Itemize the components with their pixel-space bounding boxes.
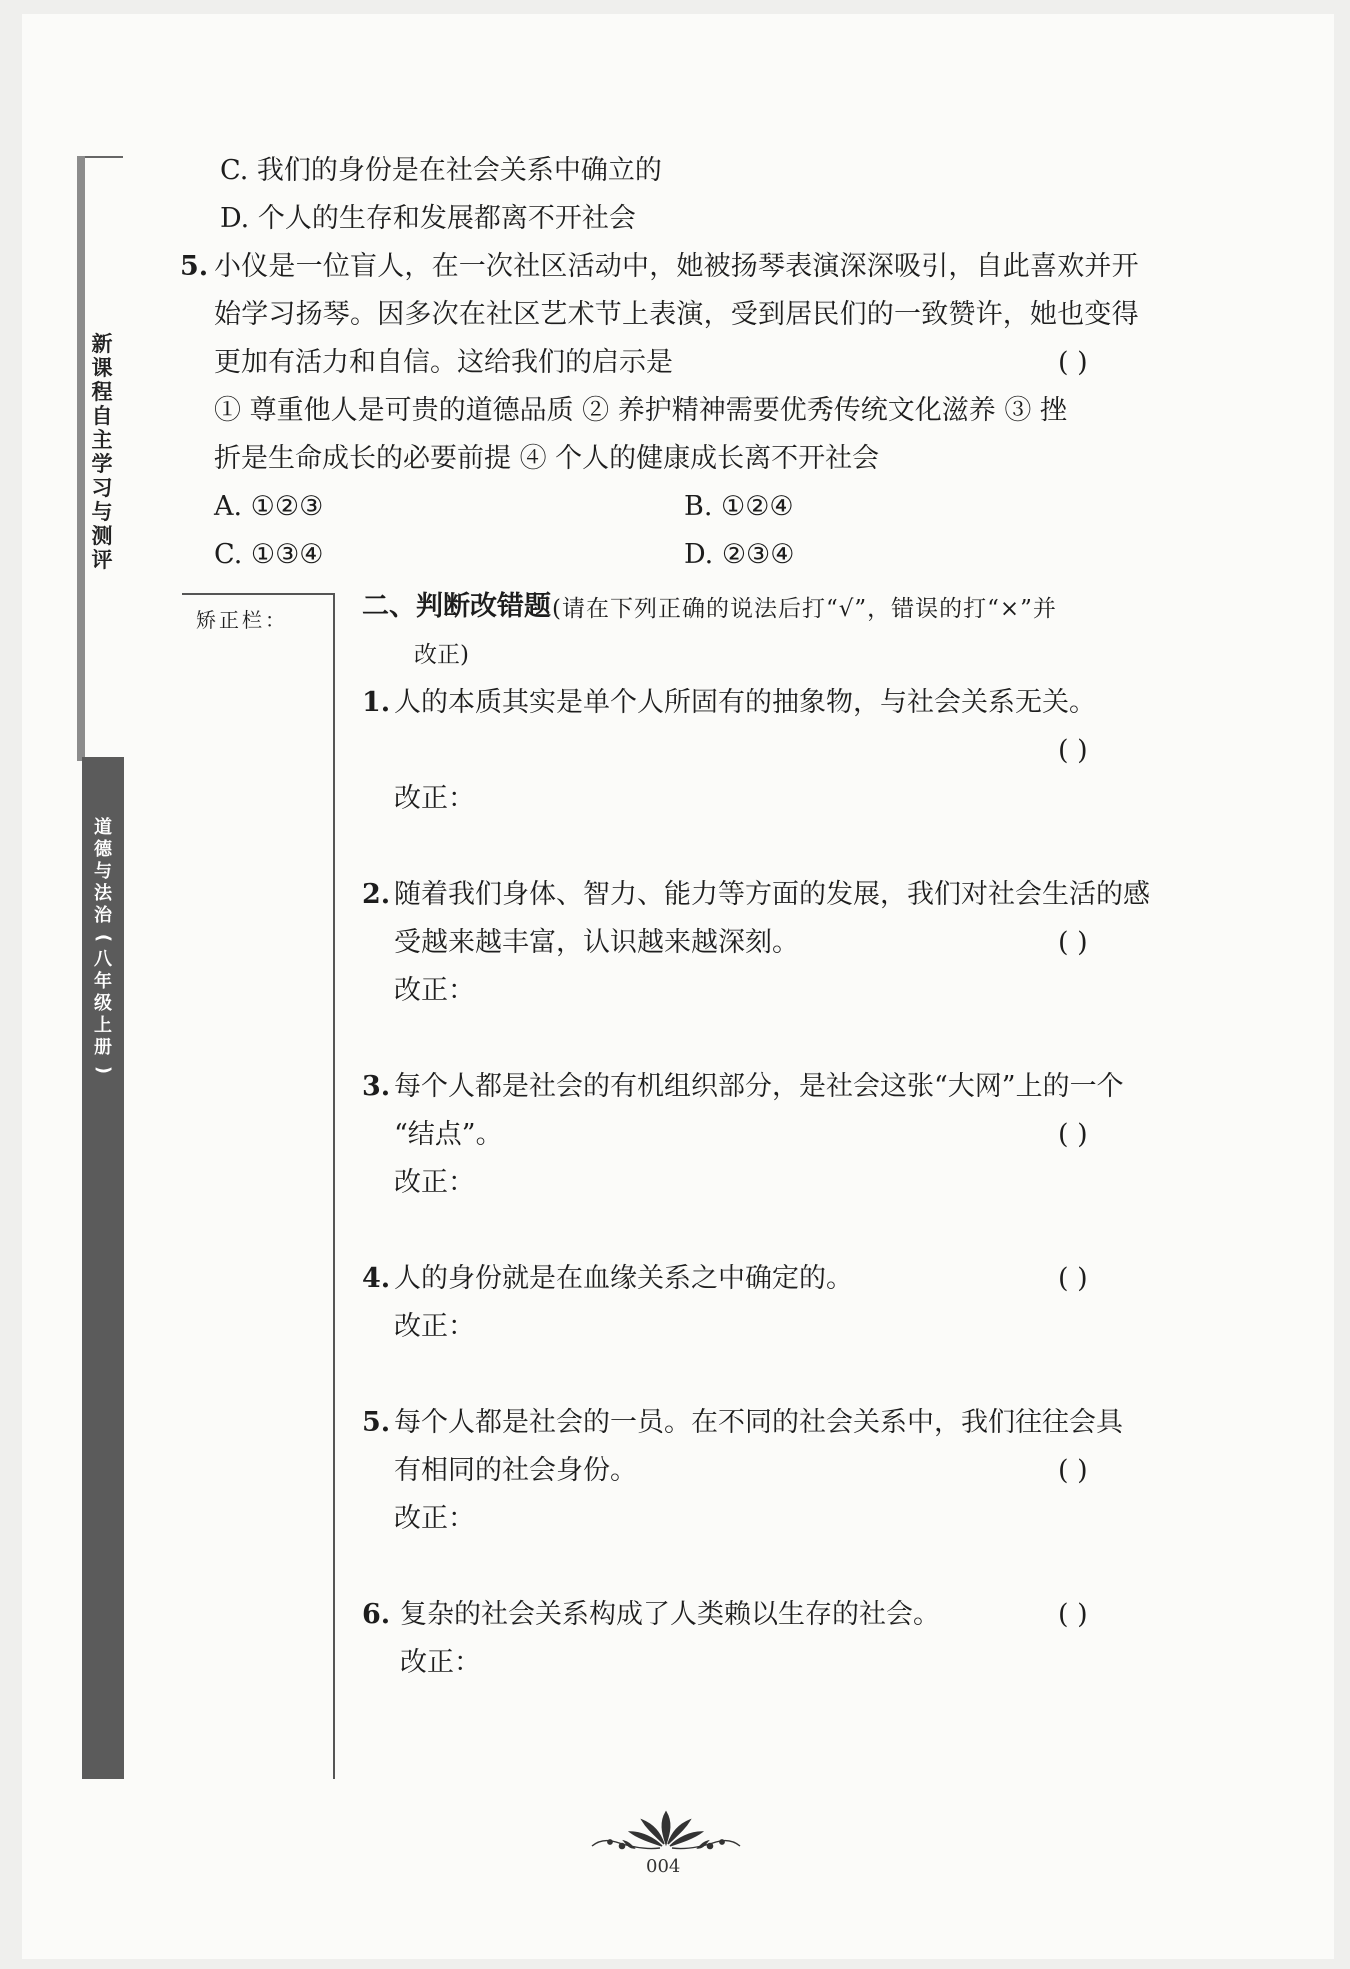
item1-text: 人的本质其实是单个人所固有的抽象物，与社会关系无关。 <box>394 687 1096 718</box>
item6-correction-label[interactable]: 改正： <box>400 1647 481 1678</box>
item6-text: 复杂的社会关系构成了人类赖以生存的社会。 <box>400 1599 940 1630</box>
item5-answer-paren[interactable]: ( ) <box>1058 1455 1088 1486</box>
item6-answer-paren[interactable]: ( ) <box>1058 1599 1088 1630</box>
subject-tab <box>82 757 124 1779</box>
subject-tab-label <box>82 817 124 1081</box>
tab-glyph: 级 <box>94 993 112 1014</box>
section2-instruction-line2: 改正) <box>414 642 469 668</box>
q5-option-d[interactable]: D. ②③④ <box>684 539 795 570</box>
q5-option-a[interactable]: A. ①②③ <box>214 491 324 522</box>
item3-text-line2: “结点”。 <box>394 1119 503 1150</box>
prev-option-c: C. 我们的身份是在社会关系中确立的 <box>220 155 662 186</box>
q5-statements-line1: ① 尊重他人是可贵的道德品质 ② 养护精神需要优秀传统文化滋养 ③ 挫 <box>214 395 1067 426</box>
tab-glyph: 课 <box>91 356 113 380</box>
item2-correction-label[interactable]: 改正： <box>394 975 475 1006</box>
tab-glyph: 道 <box>94 817 112 838</box>
item3-answer-paren[interactable]: ( ) <box>1058 1119 1088 1150</box>
q5-stem-line3: 更加有活力和自信。这给我们的启示是 <box>214 347 673 378</box>
item5-correction-label[interactable]: 改正： <box>394 1503 475 1534</box>
q5-option-b[interactable]: B. ①②④ <box>684 491 794 522</box>
tab-glyph: 主 <box>91 428 113 452</box>
tab-glyph: 治 <box>94 905 112 926</box>
section2-title: 二、判断改错题 <box>362 591 551 622</box>
tab-glyph: 自 <box>91 404 113 428</box>
tab-glyph: 德 <box>94 839 112 860</box>
item3-text-line1: 每个人都是社会的有机组织部分，是社会这张“大网”上的一个 <box>394 1071 1124 1102</box>
q5-stem-line2: 始学习扬琴。因多次在社区艺术节上表演，受到居民们的一致赞许，她也变得 <box>214 299 1139 330</box>
q5-statements-line2: 折是生命成长的必要前提 ④ 个人的健康成长离不开社会 <box>214 443 880 474</box>
tab-glyph: 与 <box>94 861 112 882</box>
item2-number: 2. <box>362 879 391 910</box>
tab-glyph: 上 <box>94 1015 112 1036</box>
prev-option-d: D. 个人的生存和发展都离不开社会 <box>220 203 636 234</box>
tab-vertical-rule <box>77 156 85 761</box>
section2-instruction-line1: (请在下列正确的说法后打“√”，错误的打“×”并 <box>552 596 1057 622</box>
item4-correction-label[interactable]: 改正： <box>394 1311 475 1342</box>
correction-column-divider <box>333 593 335 1779</box>
item5-number: 5. <box>362 1407 391 1438</box>
item3-number: 3. <box>362 1071 391 1102</box>
floral-ornament-icon <box>586 1808 746 1854</box>
tab-glyph: 习 <box>91 476 113 500</box>
q5-number: 5. <box>180 251 209 282</box>
page-number: 004 <box>646 1856 681 1877</box>
item2-answer-paren[interactable]: ( ) <box>1058 927 1088 958</box>
item1-number: 1. <box>362 687 391 718</box>
item1-answer-paren[interactable]: ( ) <box>1058 735 1088 766</box>
tab-glyph: 册 <box>94 1037 112 1058</box>
tab-glyph: 程 <box>91 380 113 404</box>
item4-number: 4. <box>362 1263 391 1294</box>
item5-text-line2: 有相同的社会身份。 <box>394 1455 637 1486</box>
tab-glyph: 年 <box>94 971 112 992</box>
item2-text-line1: 随着我们身体、智力、能力等方面的发展，我们对社会生活的感 <box>394 879 1150 910</box>
tab-glyph: 八 <box>94 949 112 970</box>
tab-glyph: ( <box>93 933 114 943</box>
item4-text: 人的身份就是在血缘关系之中确定的。 <box>394 1263 853 1294</box>
tab-glyph: ) <box>93 1065 114 1075</box>
tab-glyph: 与 <box>91 500 113 524</box>
correction-column-label: 矫正栏： <box>196 608 288 632</box>
item5-text-line1: 每个人都是社会的一员。在不同的社会关系中，我们往往会具 <box>394 1407 1123 1438</box>
tab-glyph: 评 <box>91 548 113 572</box>
tab-glyph: 法 <box>94 883 112 904</box>
q5-answer-paren[interactable]: ( ) <box>1058 347 1088 378</box>
correction-column-top-rule <box>182 593 335 595</box>
tab-glyph: 测 <box>91 524 113 548</box>
tab-glyph: 新 <box>91 332 113 356</box>
item3-correction-label[interactable]: 改正： <box>394 1167 475 1198</box>
item1-correction-label[interactable]: 改正： <box>394 783 475 814</box>
series-title-tab <box>87 332 117 572</box>
item6-number: 6. <box>362 1599 391 1630</box>
item2-text-line2: 受越来越丰富，认识越来越深刻。 <box>394 927 799 958</box>
q5-stem-line1: 小仪是一位盲人，在一次社区活动中，她被扬琴表演深深吸引，自此喜欢并开 <box>214 251 1139 282</box>
q5-option-c[interactable]: C. ①③④ <box>214 539 324 570</box>
item4-answer-paren[interactable]: ( ) <box>1058 1263 1088 1294</box>
tab-glyph: 学 <box>91 452 113 476</box>
